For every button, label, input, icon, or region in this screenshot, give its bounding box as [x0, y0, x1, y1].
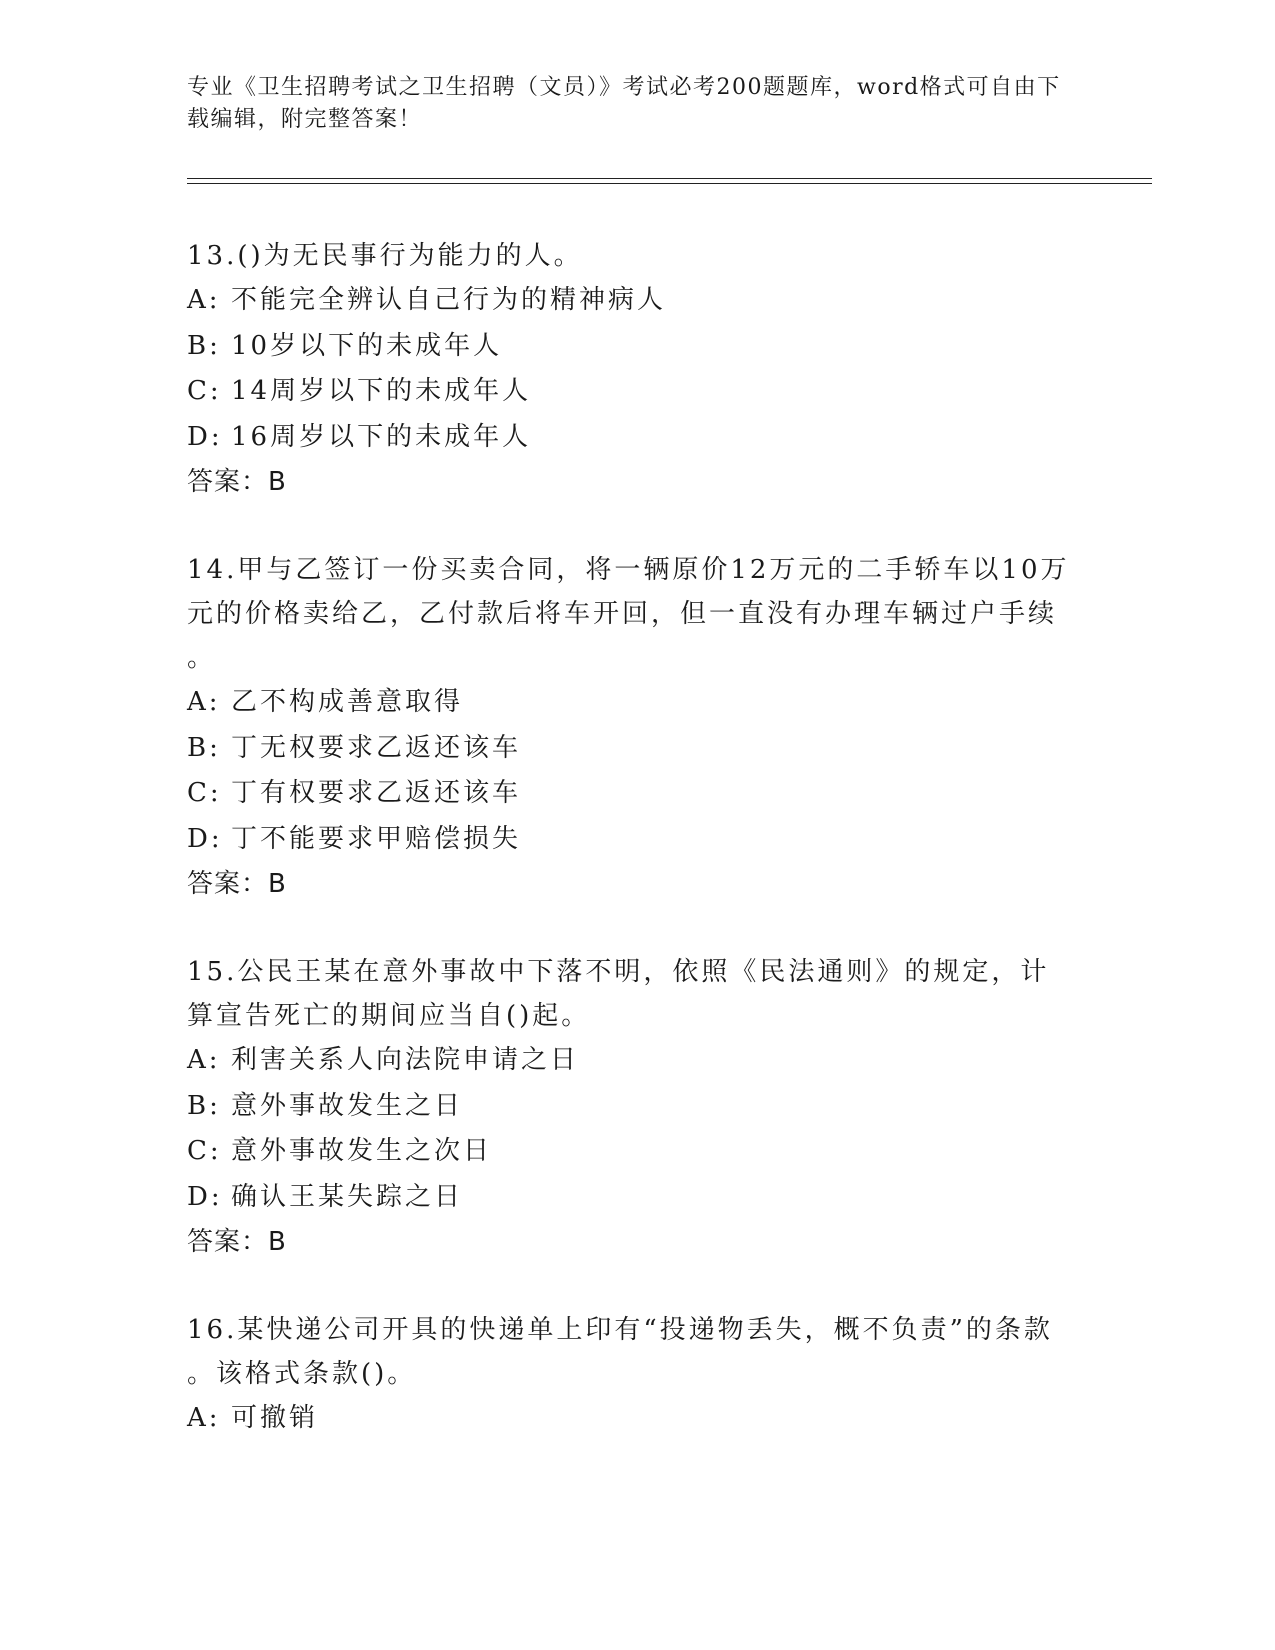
option-letter: C:: [187, 778, 222, 808]
option-a: [187, 680, 1077, 726]
question-text: 15.公民王某在意外事故中下落不明，依照《民法通则》的规定，计算宣告死亡的期间应当自()起。: [187, 957, 1050, 1031]
option-letter: A:: [187, 1045, 221, 1075]
header-rule-top: [187, 178, 1152, 179]
question-text: 13.()为无民事行为能力的人。: [187, 241, 583, 271]
option-letter: B:: [187, 732, 221, 763]
option-c: [187, 771, 1077, 817]
option-text: 10岁以下的未成年人: [231, 330, 503, 361]
answer-label: 答案：B: [187, 869, 287, 899]
option-d: [187, 415, 1077, 461]
question-text: 16.某快递公司开具的快递单上印有“投递物丢失，概不负责”的条款: [187, 1315, 1053, 1345]
answer-label: 答案：B: [187, 1227, 287, 1257]
question-16: [187, 1308, 1077, 1442]
option-text: 可撤销: [231, 1403, 319, 1433]
question-list: [187, 234, 1077, 1485]
header-rule-bottom: [187, 183, 1152, 184]
option-text: 确认王某失踪之日: [231, 1181, 464, 1212]
option-letter: C:: [187, 376, 222, 406]
option-c: [187, 1129, 1077, 1175]
question-13: [187, 234, 1077, 505]
option-text: 16周岁以下的未成年人: [231, 421, 532, 452]
option-letter: A:: [187, 687, 221, 717]
option-b: [187, 324, 1077, 370]
question-14: [187, 548, 1077, 907]
option-text: 不能完全辨认自己行为的精神病人: [231, 285, 667, 315]
option-text: 丁有权要求乙返还该车: [231, 778, 522, 808]
question-text-continuation: 。: [187, 643, 217, 673]
option-c: [187, 369, 1077, 415]
option-letter: A:: [187, 285, 221, 315]
option-a: [187, 1396, 1077, 1442]
option-b: [187, 1084, 1077, 1130]
option-letter: B:: [187, 330, 221, 361]
option-d: [187, 817, 1077, 863]
option-b: [187, 726, 1077, 772]
option-text: 丁无权要求乙返还该车: [231, 732, 522, 763]
document-header: 专业《卫生招聘考试之卫生招聘（文员）》考试必考200题题库，word格式可自由下载编辑，附完整答案！: [187, 75, 1061, 132]
option-letter: D:: [187, 1181, 223, 1212]
option-text: 丁不能要求甲赔偿损失: [231, 823, 522, 854]
option-text: 14周岁以下的未成年人: [231, 376, 532, 406]
answer-label: 答案：B: [187, 467, 287, 497]
option-a: [187, 278, 1077, 324]
option-letter: A:: [187, 1403, 221, 1433]
option-letter: B:: [187, 1090, 221, 1121]
question-15: [187, 950, 1077, 1265]
option-text: 意外事故发生之次日: [231, 1136, 493, 1166]
option-letter: D:: [187, 823, 223, 854]
option-text: 利害关系人向法院申请之日: [231, 1045, 580, 1075]
option-letter: D:: [187, 421, 223, 452]
option-d: [187, 1175, 1077, 1221]
option-a: [187, 1038, 1077, 1084]
option-text: 意外事故发生之日: [231, 1090, 464, 1121]
option-text: 乙不构成善意取得: [231, 687, 464, 717]
option-letter: C:: [187, 1136, 222, 1166]
question-text: 14.甲与乙签订一份买卖合同，将一辆原价12万元的二手轿车以10万元的价格卖给乙，乙付款后将车开回，但一直没有办理车辆过户手续: [187, 555, 1070, 629]
question-text-continuation: 。该格式条款()。: [187, 1359, 417, 1389]
